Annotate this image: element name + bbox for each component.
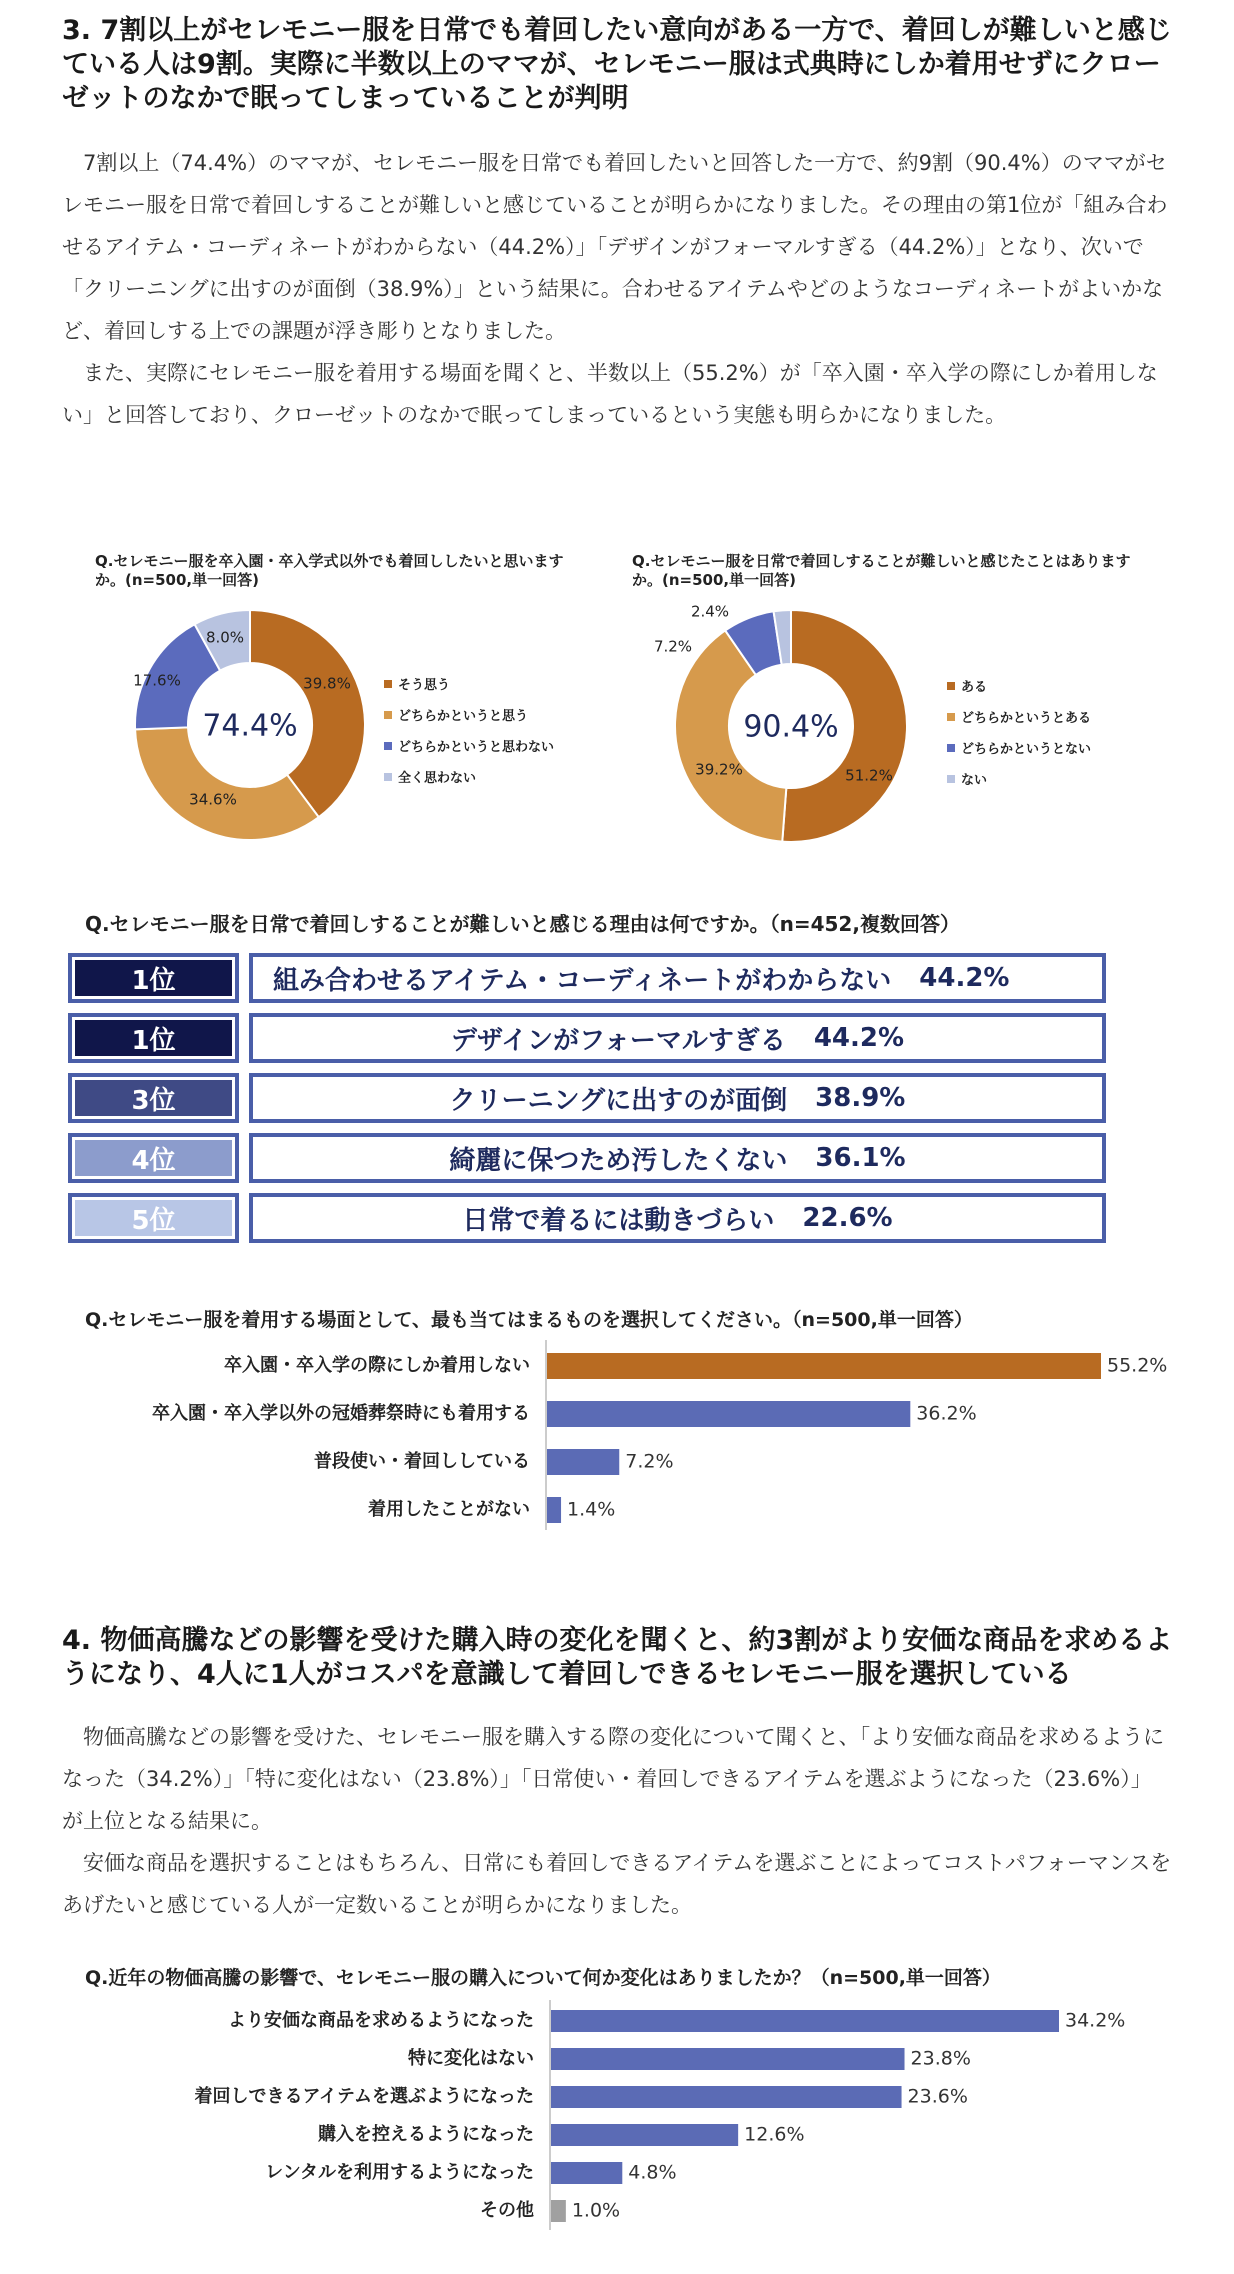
legend-item: [384, 761, 554, 792]
bar-value-label: 34.2%: [1065, 2009, 1126, 2032]
legend-label: ある: [961, 680, 988, 695]
bar: [551, 2162, 622, 2184]
ranking-value: 44.2%: [919, 963, 1010, 993]
bar-category-label: 卒入園・卒入学以外の冠婚葬祭時にも着用する: [152, 1403, 530, 1424]
donut-chart-1: [125, 600, 375, 850]
legend-item: [947, 701, 1091, 732]
ranking-badge: 1位: [68, 1013, 239, 1063]
bar-chart-2: [60, 2000, 1234, 2240]
ranking-badge: 1位: [68, 953, 239, 1003]
section4-paragraph-1: 物価高騰などの影響を受けた、セレモニー服を購入する際の変化について聞くと、「より安価な商品を求めるようになった（34.2%）」「特に変化はない（23.8%）」「日常使い・着回しできるアイテムを選ぶようになった（23.6%）」が上位となる結果に。: [62, 1725, 1165, 1833]
bar-value-label: 23.8%: [910, 2047, 971, 2070]
ranking-value: 22.6%: [802, 1203, 893, 1233]
bar: [551, 2086, 902, 2108]
legend-label: どちらかというとある: [961, 711, 1092, 726]
bar-category-label: 購入を控えるようになった: [318, 2124, 534, 2145]
legend-item: [384, 730, 554, 761]
bar-value-label: 1.0%: [571, 2199, 621, 2222]
bar-value-label: 1.4%: [567, 1498, 616, 1521]
legend-swatch: [947, 713, 955, 721]
ranking-label: 綺麗に保つため汚したくない: [449, 1145, 788, 1176]
bar-category-label: レンタルを利用するようになった: [265, 2162, 534, 2183]
bar: [551, 2010, 1059, 2032]
legend-item: [947, 670, 1091, 701]
donut-value-label: 2.4%: [690, 602, 730, 621]
legend-label: どちらかというとない: [961, 742, 1092, 757]
legend-swatch: [947, 775, 955, 783]
ranking-value: 44.2%: [813, 1023, 905, 1053]
ranking-badge: 4位: [68, 1133, 239, 1183]
bar-category-label: 普段使い・着回ししている: [314, 1451, 530, 1472]
bar: [547, 1353, 1101, 1379]
bar-value-label: 12.6%: [744, 2123, 805, 2146]
donut-value-label: 39.2%: [695, 760, 743, 779]
legend-swatch: [947, 682, 955, 690]
legend-label: そう思う: [398, 678, 451, 693]
section4-paragraph-2: 安価な商品を選択することはもちろん、日常にも着回しできるアイテムを選ぶことによってコストパフォーマンスをあげたいと感じている人が一定数いることが明らかになりました。: [62, 1851, 1172, 1917]
ranking-label: 組み合わせるアイテム・コーディネートがわからない: [273, 965, 892, 996]
bar: [547, 1449, 619, 1475]
bar: [551, 2048, 905, 2070]
legend-label: ない: [961, 773, 988, 788]
legend-label: どちらかというと思わない: [398, 740, 555, 755]
legend-swatch: [384, 742, 392, 750]
donut-value-label: 17.6%: [133, 671, 181, 690]
bar: [551, 2124, 738, 2146]
donut-slice-2: [135, 727, 319, 840]
ranking-row: [68, 1073, 1108, 1123]
ranking-question: Q.セレモニー服を日常で着回しすることが難しいと感じる理由は何ですか。（n=452,複数回答）: [85, 912, 960, 936]
bar-chart-1: [60, 1340, 1234, 1530]
legend-swatch: [384, 711, 392, 719]
legend-item: [947, 763, 1091, 794]
legend-label: 全く思わない: [398, 771, 477, 786]
bar-value-label: 4.8%: [628, 2161, 677, 2184]
ranking-row: [68, 953, 1108, 1003]
bar-category-label: より安価な商品を求めるようになった: [228, 2010, 534, 2031]
ranking-value: 36.1%: [815, 1143, 906, 1173]
donut-center-label: 74.4%: [202, 708, 298, 744]
ranking-label: 日常で着るには動きづらい: [462, 1205, 775, 1236]
ranking-value: 38.9%: [815, 1083, 906, 1113]
section3-title: 3. 7割以上がセレモニー服を日常でも着回したい意向がある一方で、着回しが難しいと感じている人は9割。実際に半数以上のママが、セレモニー服は式典時にしか着用せずにクローゼットのなかで眠ってしまっていることが判明: [62, 15, 1172, 114]
ranking-row: [68, 1193, 1108, 1243]
section3-body: [62, 142, 1172, 436]
ranking-item: [249, 1013, 1106, 1063]
ranking-row: [68, 1133, 1108, 1183]
bar2-question: Q.近年の物価高騰の影響で、セレモニー服の購入について何か変化はありましたか？（n=500,単一回答）: [85, 1967, 1001, 1989]
ranking-badge: 3位: [68, 1073, 239, 1123]
ranking-row: [68, 1013, 1108, 1063]
legend-item: [384, 699, 554, 730]
donut2-question: Q.セレモニー服を日常で着回しすることが難しいと感じたことはありますか。(n=500,単一回答): [632, 552, 1131, 589]
bar-category-label: 特に変化はない: [408, 2048, 534, 2069]
bar-category-label: 卒入園・卒入学の際にしか着用しない: [224, 1355, 530, 1376]
bar-category-label: その他: [480, 2200, 534, 2221]
bar: [551, 2200, 566, 2222]
bar-value-label: 55.2%: [1107, 1354, 1168, 1377]
ranking-item: [249, 1193, 1106, 1243]
bar-value-label: 7.2%: [625, 1450, 674, 1473]
section4-title: 4. 物価高騰などの影響を受けた購入時の変化を聞くと、約3割がより安価な商品を求めるようになり、4人に1人がコスパを意識して着回しできるセレモニー服を選択している: [62, 1625, 1173, 1690]
legend-item: [384, 668, 554, 699]
section3-paragraph-2: また、実際にセレモニー服を着用する場面を聞くと、半数以上（55.2%）が「卒入園・卒入学の際にしか着用しない」と回答しており、クローゼットのなかで眠ってしまっているという実態も明らかになりました。: [62, 361, 1158, 427]
ranking-label: クリーニングに出すのが面倒: [449, 1085, 788, 1116]
bar: [547, 1497, 561, 1523]
legend-swatch: [947, 744, 955, 752]
ranking-item: [249, 1073, 1106, 1123]
bar: [547, 1401, 910, 1427]
bar-value-label: 23.6%: [907, 2085, 968, 2108]
ranking-item: [249, 1133, 1106, 1183]
legend-swatch: [384, 680, 392, 688]
donut2-legend: [947, 670, 1091, 794]
bar1-question: Q.セレモニー服を着用する場面として、最も当てはまるものを選択してください。（n=500,単一回答）: [85, 1309, 973, 1331]
donut-chart-2: [626, 598, 926, 854]
legend-item: [947, 732, 1091, 763]
section3-paragraph-1: 7割以上（74.4%）のママが、セレモニー服を日常でも着回したいと回答した一方で、約9割（90.4%）のママがセレモニー服を日常で着回しすることが難しいと感じていることが明らかになりました。その理由の第1位が「組み合わせるアイテム・コーディネートがわからない（44.2%）」「デザインがフォーマルすぎる（44.2%）」となり、次いで「クリーニングに出すのが面倒（38.9%）」という結果に。合わせるアイテムやどのようなコーディネートがよいかなど、着回しする上での課題が浮き彫りとなりました。: [62, 151, 1168, 343]
donut-value-label: 51.2%: [845, 766, 893, 785]
ranking-badge: 5位: [68, 1193, 239, 1243]
donut-value-label: 8.0%: [205, 628, 245, 647]
ranking-label: デザインがフォーマルすぎる: [450, 1025, 786, 1056]
donut1-legend: [384, 668, 554, 792]
donut-value-label: 7.2%: [653, 637, 693, 656]
donut1-question: Q.セレモニー服を卒入園・卒入学式以外でも着回ししたいと思いますか。(n=500,単一回答): [95, 552, 564, 589]
donut-value-label: 34.6%: [189, 790, 237, 809]
bar-category-label: 着用したことがない: [368, 1499, 530, 1520]
donut-value-label: 39.8%: [303, 674, 351, 693]
donut-center-label: 90.4%: [743, 709, 839, 745]
section4-body: [62, 1716, 1172, 1926]
legend-swatch: [384, 773, 392, 781]
bar-category-label: 着回しできるアイテムを選ぶようになった: [194, 2086, 534, 2107]
legend-label: どちらかというと思う: [398, 709, 529, 724]
ranking-item: [249, 953, 1106, 1003]
bar-value-label: 36.2%: [916, 1402, 977, 1425]
